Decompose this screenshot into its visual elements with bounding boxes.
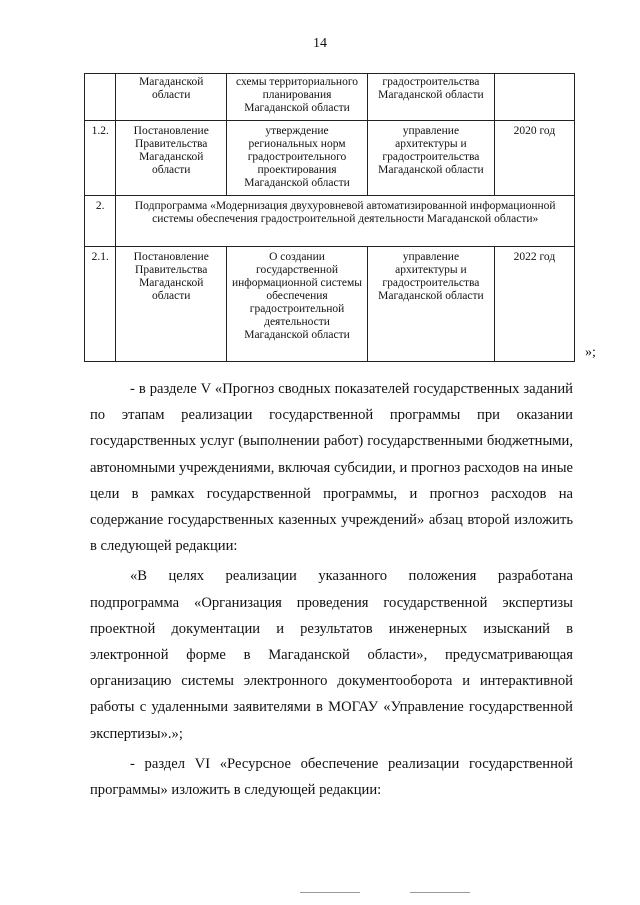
table-closing-quote: »; (585, 345, 596, 360)
paragraph-section-v: - в разделе V «Прогноз сводных показателей государственных заданий по этапам реализации государственной программы при оказании государственных услуг (выполнении работ) государственными бюджетными, автономными учреждениями, включая субсидии, и прогноз расходов на иные цели в рамках государственной программы, и прогноз расходов на содержание государственных казенных учреждений» абзац второй изложить в следующей редакции: (90, 381, 573, 555)
measures-table (84, 73, 575, 362)
footer-mark (410, 892, 470, 893)
row-number: 2.1. (85, 247, 116, 362)
table-row (85, 247, 575, 362)
table-row-subprogram (85, 196, 575, 247)
paragraph-section-vi: - раздел VI «Ресурсное обеспечение реализации государственной программы» изложить в следующей редакции: (90, 755, 573, 799)
responsible-cell: управление архитектуры и градостроительства Магаданской области (368, 247, 495, 362)
row-number: 2. (85, 196, 116, 247)
document-name-cell: О создании государственной информационной системы обеспечения градостроительной деятельности Магаданской области (227, 247, 368, 362)
document-name-cell: схемы территориального планирования Магаданской области (227, 74, 368, 121)
year-cell: 2020 год (494, 121, 574, 196)
subprogram-title: Подпрограмма «Модернизация двухуровневой автоматизированной информационной системы обеспечения градостроительной деятельности Магаданской области» (116, 196, 575, 247)
row-number: 1.2. (85, 121, 116, 196)
body-text (90, 376, 573, 807)
footer-mark (300, 892, 360, 893)
row-number (85, 74, 116, 121)
year-cell (494, 74, 574, 121)
table-row (85, 74, 575, 121)
document-name-cell: утверждение региональных норм градостроительного проектирования Магаданской области (227, 121, 368, 196)
responsible-cell: управление архитектуры и градостроительства Магаданской области (368, 121, 495, 196)
responsible-cell: градостроительства Магаданской области (368, 74, 495, 121)
document-type-cell: Постановление Правительства Магаданской области (116, 247, 227, 362)
document-type-cell: Постановление Правительства Магаданской области (116, 121, 227, 196)
year-cell: 2022 год (494, 247, 574, 362)
page-number: 14 (313, 36, 327, 51)
table-row (85, 121, 575, 196)
document-type-cell: Магаданской области (116, 74, 227, 121)
paragraph-new-text: «В целях реализации указанного положения разработана подпрограмма «Организация проведения государственной экспертизы проектной документации и результатов инженерных изысканий в электронной форме в Магаданской области», предусматривающая организацию системы электронного документооборота и интерактивной работы с удаленными заявителями в МОГАУ «Управление государственной экспертизы».»; (90, 568, 573, 742)
